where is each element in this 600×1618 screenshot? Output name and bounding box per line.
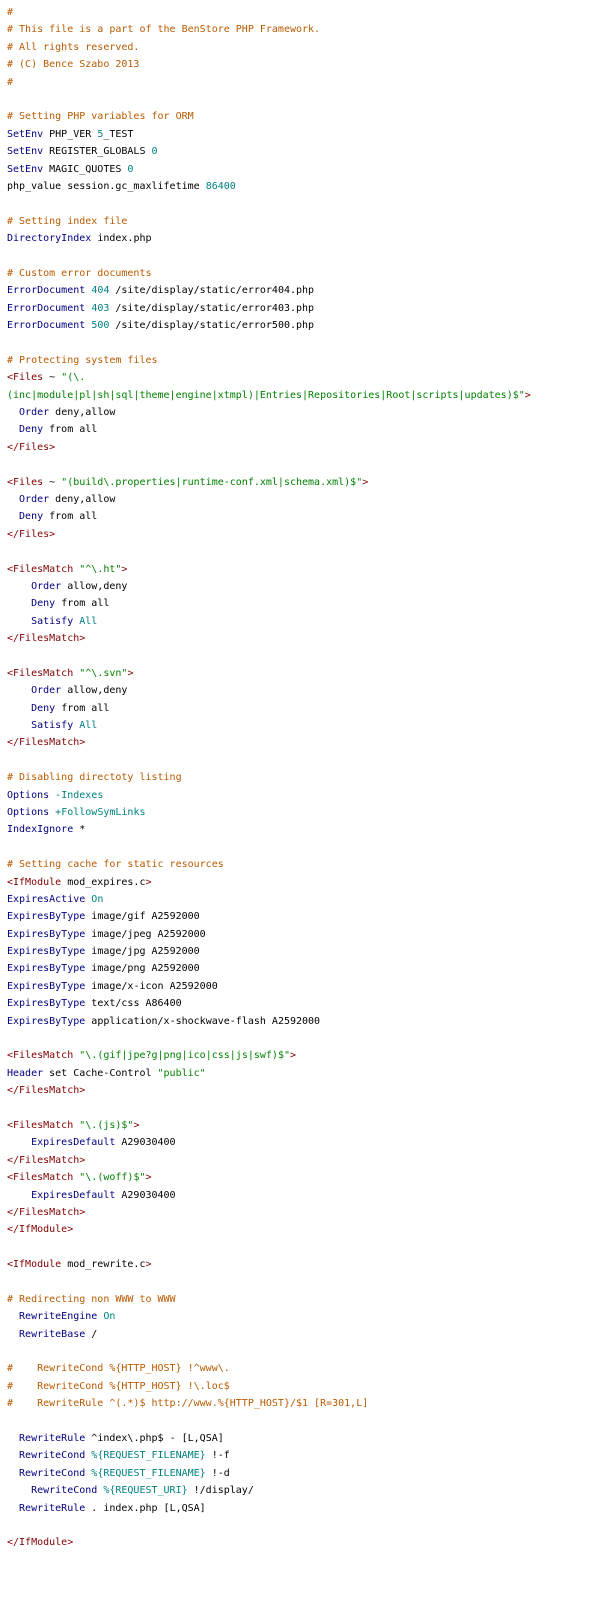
code-line — [7, 1152, 600, 1169]
code-token: Deny — [7, 702, 56, 714]
code-token: Satisfy — [7, 720, 74, 732]
code-line — [7, 1378, 600, 1395]
code-line — [7, 1221, 600, 1238]
code-token: 500 — [91, 320, 110, 332]
code-line — [7, 1134, 600, 1151]
code-token: Order — [7, 493, 50, 505]
code-token: </FilesMatch> — [7, 633, 86, 645]
code-line — [7, 74, 600, 91]
code-token: ErrorDocument — [7, 302, 86, 314]
code-token: <FilesMatch — [7, 563, 74, 575]
code-token: 0 — [151, 146, 158, 158]
code-line — [7, 21, 600, 38]
code-token: > — [145, 1259, 152, 1271]
code-token: from all — [55, 702, 110, 714]
code-line — [7, 404, 600, 421]
code-token: </Files> — [7, 528, 56, 540]
code-line — [7, 1413, 600, 1430]
code-line — [7, 334, 600, 351]
code-line — [7, 1291, 600, 1308]
code-token: allow,deny — [61, 685, 128, 697]
code-token: / — [85, 1328, 98, 1340]
code-token: "(build\.properties|runtime-conf.xml|schema.xml)$" — [61, 476, 363, 488]
code-line — [7, 630, 600, 647]
code-token: /site/display/static/error500.php — [109, 320, 315, 332]
code-token: > — [524, 389, 531, 401]
code-token: ErrorDocument — [7, 320, 86, 332]
code-line — [7, 195, 600, 212]
code-line — [7, 1239, 600, 1256]
code-token: from all — [55, 598, 110, 610]
code-token: "(\. — [61, 372, 86, 384]
code-line — [7, 1517, 600, 1534]
code-line — [7, 491, 600, 508]
code-token: A29030400 — [115, 1189, 176, 1201]
code-token: # This file is a part of the BenStore PHP Framework. — [7, 24, 321, 36]
code-line — [7, 1534, 600, 1551]
code-line — [7, 978, 600, 995]
code-token: index.php — [91, 233, 152, 245]
code-token: deny,allow — [49, 493, 116, 505]
code-token: > — [145, 1172, 152, 1184]
code-line — [7, 804, 600, 821]
code-token: RewriteCond — [7, 1485, 98, 1497]
code-token: image/gif A2592000 — [85, 911, 200, 923]
code-token: "public" — [157, 1067, 206, 1079]
code-line — [7, 960, 600, 977]
code-token: On — [97, 1311, 116, 1323]
code-line — [7, 1117, 600, 1134]
code-line — [7, 439, 600, 456]
code-token: <Files — [7, 476, 44, 488]
code-token: !/display/ — [187, 1485, 254, 1497]
code-token: All — [73, 720, 98, 732]
code-line — [7, 39, 600, 56]
code-line — [7, 700, 600, 717]
code-line — [7, 561, 600, 578]
code-token: Satisfy — [7, 615, 74, 627]
code-token: RewriteCond — [7, 1450, 86, 1462]
code-line — [7, 1274, 600, 1291]
code-token: mod_rewrite.c — [61, 1259, 146, 1271]
code-token: allow,deny — [61, 580, 128, 592]
code-token: SetEnv — [7, 128, 44, 140]
code-line — [7, 421, 600, 438]
code-token: (inc|module|pl|sh|sql|theme|engine|xtmpl)|Entries|Repositories|Root|scripts|updates)$" — [7, 389, 525, 401]
code-line — [7, 613, 600, 630]
code-line — [7, 891, 600, 908]
code-token: 0 — [127, 163, 134, 175]
code-line — [7, 1082, 600, 1099]
code-token: Deny — [7, 511, 44, 523]
code-line — [7, 1360, 600, 1377]
code-token: set Cache-Control — [43, 1067, 158, 1079]
code-line — [7, 1500, 600, 1517]
code-token: <IfModule — [7, 1259, 62, 1271]
code-token: </FilesMatch> — [7, 737, 86, 749]
code-token: # — [7, 7, 14, 18]
code-line — [7, 1256, 600, 1273]
code-token: <FilesMatch — [7, 1172, 74, 1184]
code-token: PHP_VER — [43, 128, 98, 140]
code-line — [7, 1065, 600, 1082]
code-line — [7, 317, 600, 334]
code-line — [7, 926, 600, 943]
code-token: Deny — [7, 598, 56, 610]
code-token: ExpiresActive — [7, 893, 86, 905]
code-token: RewriteBase — [7, 1328, 86, 1340]
code-line — [7, 126, 600, 143]
code-token: ~ — [43, 372, 62, 384]
code-token: MAGIC_QUOTES — [43, 163, 128, 175]
code-line — [7, 108, 600, 125]
code-token: </FilesMatch> — [7, 1154, 86, 1166]
code-line — [7, 1308, 600, 1325]
code-token: <Files — [7, 372, 44, 384]
code-line — [7, 1204, 600, 1221]
code-line — [7, 908, 600, 925]
code-token: /site/display/static/error404.php — [109, 285, 315, 297]
code-token: REGISTER_GLOBALS — [43, 146, 152, 158]
code-line — [7, 247, 600, 264]
code-token: RewriteRule — [7, 1502, 86, 1514]
code-line — [7, 526, 600, 543]
code-token: ExpiresByType — [7, 1015, 86, 1027]
code-token: * — [73, 824, 86, 836]
code-line — [7, 474, 600, 491]
code-line — [7, 282, 600, 299]
code-token: > — [121, 563, 128, 575]
code-token: "\.(js)$" — [79, 1120, 134, 1131]
code-token: > — [133, 1120, 140, 1131]
code-token: %{REQUEST_FILENAME} — [85, 1467, 206, 1479]
code-token: image/jpeg A2592000 — [85, 928, 206, 940]
code-line — [7, 369, 600, 386]
code-line — [7, 1326, 600, 1343]
code-line — [7, 1187, 600, 1204]
code-token: /site/display/static/error403.php — [109, 302, 315, 314]
code-token: text/css A86400 — [85, 998, 182, 1010]
code-token: Options — [7, 789, 50, 801]
code-token: ExpiresByType — [7, 911, 86, 923]
code-token: image/png A2592000 — [85, 963, 200, 975]
code-token: ExpiresByType — [7, 946, 86, 958]
code-line — [7, 1169, 600, 1186]
code-token: # RewriteRule ^(.*)$ http://www.%{HTTP_HOST}/$1 [R=301,L] — [7, 1398, 369, 1410]
code-token: IndexIgnore — [7, 824, 74, 836]
code-token: !-d — [205, 1467, 230, 1479]
code-token: deny,allow — [49, 406, 116, 418]
code-token: image/jpg A2592000 — [85, 946, 200, 958]
code-token: # (C) Bence Szabo 2013 — [7, 59, 140, 71]
code-token: ^index\.php$ - [L,QSA] — [85, 1433, 224, 1445]
code-line — [7, 1030, 600, 1047]
code-token: "^\.svn" — [79, 667, 128, 679]
code-line — [7, 352, 600, 369]
code-token: 5 — [97, 128, 104, 140]
code-token: 86400 — [205, 180, 236, 192]
code-token: A29030400 — [115, 1137, 176, 1149]
code-line — [7, 91, 600, 108]
code-token: ~ — [43, 476, 62, 488]
code-line — [7, 943, 600, 960]
code-token: Options — [7, 806, 50, 818]
code-token: 403 — [91, 302, 110, 314]
code-token: # Setting cache for static resources — [7, 859, 224, 871]
code-token: > — [362, 476, 369, 488]
code-token: . index.php [L,QSA] — [85, 1502, 206, 1514]
code-token: All — [73, 615, 98, 627]
code-token: -Indexes — [49, 789, 104, 801]
code-line — [7, 1465, 600, 1482]
code-token: <FilesMatch — [7, 667, 74, 679]
code-line — [7, 56, 600, 73]
code-token: "^\.ht" — [79, 563, 122, 575]
code-token: ExpiresDefault — [7, 1137, 116, 1149]
code-line — [7, 665, 600, 682]
code-line — [7, 769, 600, 786]
code-token: > — [289, 1050, 297, 1062]
code-token: +FollowSymLinks — [49, 806, 146, 818]
code-token: ErrorDocument — [7, 285, 86, 297]
code-token: php_value session.gc_maxlifetime — [7, 180, 206, 192]
code-token: SetEnv — [7, 163, 44, 175]
code-token: ExpiresByType — [7, 980, 86, 992]
code-line — [7, 4, 600, 21]
code-token: Order — [7, 580, 62, 592]
code-token: ExpiresByType — [7, 998, 86, 1010]
code-token: Order — [7, 685, 62, 697]
code-token: RewriteCond — [7, 1467, 86, 1479]
code-line — [7, 265, 600, 282]
code-line — [7, 734, 600, 751]
code-token: from all — [43, 424, 98, 436]
code-line — [7, 1013, 600, 1030]
code-token: %{REQUEST_URI} — [97, 1485, 188, 1497]
code-token: # Setting PHP variables for ORM — [7, 111, 194, 123]
code-token: > — [145, 876, 152, 888]
code-line — [7, 543, 600, 560]
code-line — [7, 752, 600, 769]
code-token: # RewriteCond %{HTTP_HOST} !^www\. — [7, 1363, 230, 1375]
code-token: Order — [7, 406, 50, 418]
code-line — [7, 1100, 600, 1117]
code-token: image/x-icon A2592000 — [85, 980, 218, 992]
code-line — [7, 143, 600, 160]
code-token: "\.(woff)$" — [79, 1172, 146, 1184]
code-token: On — [85, 893, 104, 905]
code-line — [7, 1447, 600, 1464]
code-token: from all — [43, 511, 98, 523]
code-token: "\.(gif|jpe?g|png|ico|css|js|swf)$" — [79, 1050, 290, 1062]
code-line — [7, 995, 600, 1012]
code-token: <FilesMatch — [7, 1050, 74, 1062]
code-line — [7, 213, 600, 230]
code-line — [7, 1482, 600, 1499]
code-token: </Files> — [7, 441, 56, 453]
code-token: # Protecting system files — [7, 354, 158, 366]
code-token: SetEnv — [7, 146, 44, 158]
code-token: 404 — [91, 285, 110, 297]
code-line — [7, 508, 600, 525]
code-token: ExpiresDefault — [7, 1189, 116, 1201]
code-token: # Custom error documents — [7, 267, 152, 279]
code-token: application/x-shockwave-flash A2592000 — [85, 1015, 321, 1027]
code-line — [7, 387, 600, 404]
code-token: <IfModule — [7, 876, 62, 888]
code-token: </FilesMatch> — [7, 1206, 86, 1218]
code-line — [7, 682, 600, 699]
code-token: # Redirecting non WWW to WWW — [7, 1293, 176, 1305]
code-line — [7, 821, 600, 838]
code-token: # All rights reserved. — [7, 41, 140, 53]
code-line — [7, 178, 600, 195]
code-line — [7, 230, 600, 247]
code-token: </IfModule> — [7, 1224, 74, 1236]
code-line — [7, 839, 600, 856]
code-line — [7, 1343, 600, 1360]
code-token: RewriteRule — [7, 1433, 86, 1445]
code-line — [7, 874, 600, 891]
code-line — [7, 787, 600, 804]
code-token: mod_expires.c — [61, 876, 146, 888]
code-token: DirectoryIndex — [7, 233, 92, 245]
code-token: Header — [7, 1067, 44, 1079]
code-token: # — [7, 76, 14, 88]
code-line — [7, 300, 600, 317]
code-line — [7, 856, 600, 873]
code-token: </IfModule> — [7, 1537, 74, 1549]
code-token: # Setting index file — [7, 215, 128, 227]
code-line — [7, 647, 600, 664]
code-token: RewriteEngine — [7, 1311, 98, 1323]
code-line — [7, 717, 600, 734]
code-line — [7, 1430, 600, 1447]
code-line — [7, 161, 600, 178]
code-token: %{REQUEST_FILENAME} — [85, 1450, 206, 1462]
code-line — [7, 578, 600, 595]
code-line — [7, 595, 600, 612]
code-line — [7, 1395, 600, 1412]
code-token: # RewriteCond %{HTTP_HOST} !\.loc$ — [7, 1380, 230, 1392]
code-token: </FilesMatch> — [7, 1085, 86, 1097]
code-token: <FilesMatch — [7, 1120, 74, 1131]
code-token: ExpiresByType — [7, 963, 86, 975]
code-token: # Disabling directoty listing — [7, 772, 182, 784]
code-token: !-f — [205, 1450, 230, 1462]
code-token: _TEST — [103, 128, 134, 140]
code-token: Deny — [7, 424, 44, 436]
code-token: > — [127, 667, 134, 679]
code-line — [7, 456, 600, 473]
code-line — [7, 1047, 600, 1064]
code-token: ExpiresByType — [7, 928, 86, 940]
